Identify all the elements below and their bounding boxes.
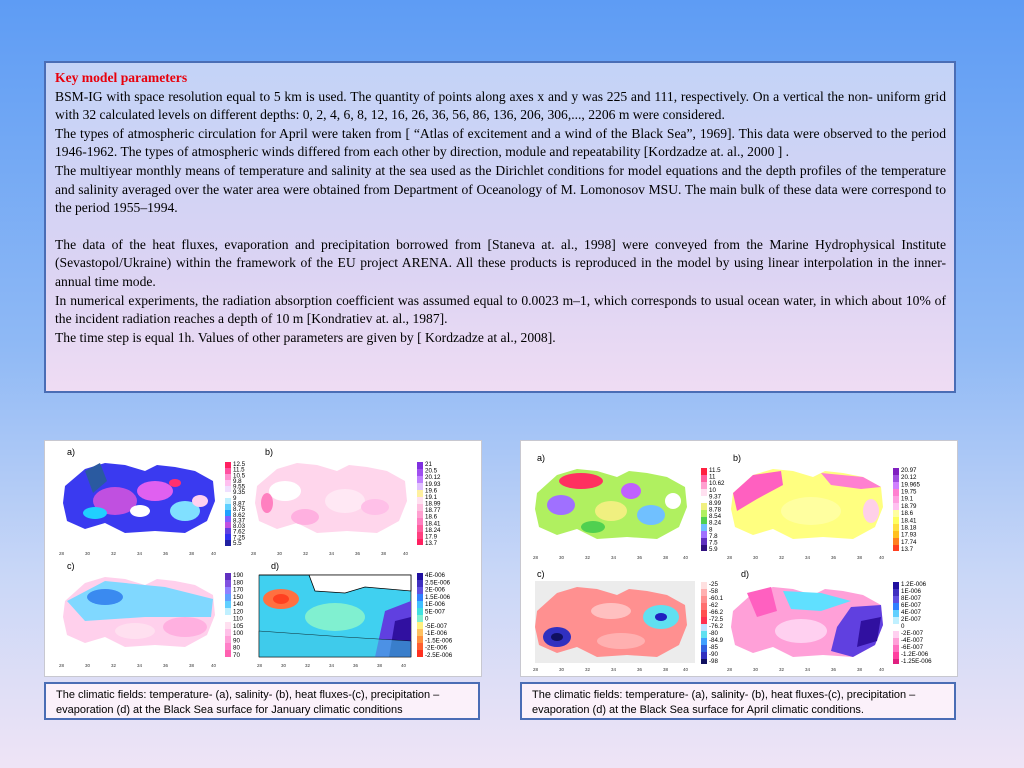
svg-text:36: 36 [831, 667, 837, 672]
panel-d-colorbar [417, 573, 423, 657]
section-title: Key model parameters [55, 70, 188, 85]
panel-c-heat-flux [59, 561, 244, 668]
svg-text:40: 40 [403, 551, 409, 556]
svg-text:32: 32 [779, 555, 785, 560]
colorbar-tick-label: -90 [709, 651, 718, 658]
svg-text:30: 30 [753, 555, 759, 560]
colorbar-tick-label: 20.97 [901, 467, 917, 474]
colorbar-tick-label: 2E-006 [425, 586, 445, 594]
colorbar-tick-label: 19.93 [425, 480, 441, 488]
colorbar-tick-label: -4E-007 [901, 637, 924, 644]
colorbar-tick-label: 80 [233, 644, 240, 652]
colorbar-tick-label: 9 [233, 494, 237, 502]
colorbar-tick-label: -85 [709, 644, 718, 651]
colorbar-tick-label: 21 [425, 461, 432, 468]
colorbar-tick-label: 18.24 [425, 526, 441, 534]
svg-text:30: 30 [559, 667, 565, 672]
colorbar-tick-label: -1.2E-006 [901, 651, 929, 658]
april-figure [520, 440, 958, 677]
colorbar-tick-label: 6E-007 [901, 602, 921, 609]
colorbar-tick-label: 20.12 [901, 474, 917, 482]
colorbar-tick-label: 5E-007 [425, 608, 445, 616]
panel-b-label: b) [733, 453, 742, 463]
svg-text:30: 30 [559, 555, 565, 560]
colorbar-tick-label: -5E-007 [425, 622, 448, 630]
svg-text:34: 34 [611, 667, 617, 672]
colorbar-tick-label: 10.5 [233, 472, 246, 480]
colorbar-tick-label: 9.37 [709, 493, 722, 501]
colorbar-tick-label: 7.8 [709, 532, 718, 540]
colorbar-tick-label: 18.99 [425, 500, 441, 508]
svg-text:40: 40 [683, 555, 689, 560]
april-map-panels [521, 441, 957, 676]
colorbar-tick-label: 100 [233, 630, 244, 638]
paragraph-resolution: BSM-IG with space resolution equal to 5 km is used. The quantity of points along axes x and y was 225 and 111, respectively. On a vertical the non- uniform grid with 32 calculated levels on different depths: 0, 2, 4, 6, 8, 12, 16, 26, 36, 56, 86, 136, 206, 306,..., 2206 m were considered. [55, 88, 946, 123]
svg-text:38: 38 [189, 551, 195, 556]
colorbar-tick-label: 17.74 [901, 538, 917, 546]
colorbar-tick-label: 0 [425, 615, 429, 623]
colorbar-tick-label: 8 [709, 526, 713, 534]
svg-text:30: 30 [85, 551, 91, 556]
panel-b-colorbar [893, 468, 899, 551]
colorbar-tick-label: 1E-006 [425, 601, 445, 609]
paragraph-time-step: The time step is equal 1h. Values of other parameters are given by [ Kordzadze at al., 2008]. [55, 329, 556, 345]
svg-text:28: 28 [533, 667, 539, 672]
svg-text:38: 38 [189, 663, 195, 668]
panel-c-colorbar [701, 582, 707, 664]
panel-b-salinity [727, 453, 920, 560]
svg-text:34: 34 [137, 663, 143, 668]
january-caption: The climatic fields: temperature- (a), salinity- (b), heat fluxes-(c), precipitation – evaporation (d) at the Black Sea surface for January climatic conditions [44, 682, 480, 720]
colorbar-tick-label: 8.54 [709, 513, 722, 521]
panel-d-precipitation [727, 569, 932, 672]
colorbar-tick-label: 18.6 [901, 510, 914, 518]
svg-text:34: 34 [805, 667, 811, 672]
colorbar-tick-label: -66.2 [709, 609, 724, 616]
svg-text:40: 40 [879, 555, 885, 560]
january-map-panels [45, 441, 481, 676]
svg-text:32: 32 [585, 555, 591, 560]
svg-text:38: 38 [381, 551, 387, 556]
colorbar-tick-label: 8.62 [233, 511, 246, 519]
colorbar-tick-label: 110 [233, 615, 243, 623]
svg-text:40: 40 [211, 663, 217, 668]
colorbar-tick-label: -2E-007 [901, 630, 924, 637]
colorbar-tick-label: 13.7 [425, 540, 438, 547]
svg-text:36: 36 [637, 667, 643, 672]
colorbar-tick-label: 17.93 [901, 531, 917, 539]
colorbar-tick-label: -76.2 [709, 623, 724, 630]
panel-c-colorbar [225, 573, 231, 657]
colorbar-tick-label: 7.5 [709, 539, 718, 547]
colorbar-tick-label: 1.2E-006 [901, 581, 927, 588]
colorbar-tick-label: 90 [233, 637, 240, 645]
colorbar-tick-label: 10.62 [709, 480, 725, 488]
svg-text:38: 38 [663, 667, 669, 672]
panel-d-label: d) [741, 569, 750, 579]
panel-d-precipitation [257, 561, 453, 668]
colorbar-tick-label: 10 [709, 486, 716, 494]
colorbar-tick-label: 0 [901, 623, 905, 630]
panel-c-heat-flux [533, 569, 724, 672]
colorbar-tick-label: 120 [233, 608, 244, 616]
colorbar-tick-label: 5.9 [709, 546, 718, 553]
colorbar-tick-label: 19.75 [901, 488, 917, 496]
panel-c-label: c) [67, 561, 75, 571]
svg-text:40: 40 [879, 667, 885, 672]
paragraph-heat-fluxes: The data of the heat fluxes, evaporation and precipitation borrowed from [Staneva at. al., 1998] were conveyed from the Marine Hydrophysical Institute (Sevastopol/Ukraine) within the framework of the EU project ARENA. All these products is reproduced in the model by using linear interpolation in the inner-annual time mode. [55, 236, 946, 289]
paragraph-atmospheric: The types of atmospheric circulation for April were taken from [ “Atlas of excitement and a wind of the Black Sea”, 1969]. This data were observed to the period 1946-1962. The types of atmospheric winds differed from each other by direction, module and repeatability [Kordzadze at. al., 2000 ] . [55, 125, 946, 160]
svg-text:30: 30 [753, 667, 759, 672]
panel-c-label: c) [537, 569, 545, 579]
colorbar-tick-label: 8.87 [233, 500, 246, 508]
svg-text:34: 34 [137, 551, 143, 556]
colorbar-tick-label: 8.03 [233, 523, 246, 531]
colorbar-tick-label: 180 [233, 579, 244, 587]
panel-a-colorbar [225, 462, 231, 546]
panel-a-temperature [59, 447, 246, 556]
svg-text:30: 30 [281, 663, 287, 668]
panel-b-label: b) [265, 447, 274, 457]
svg-text:34: 34 [611, 555, 617, 560]
colorbar-tick-label: -25 [709, 581, 718, 588]
paragraph-temperature-salinity: The multiyear monthly means of temperature and salinity at the sea used as the Dirichlet conditions for model equations and the depth profiles of the temperature and salinity averaged over the water area were obtained from Department of Oceanology of M. Lomonosov MSU. The main bulk of these data were correspond to the period 1955–1994. [55, 162, 946, 216]
colorbar-tick-label: -1.5E-006 [425, 637, 453, 645]
svg-text:28: 28 [59, 663, 65, 668]
colorbar-tick-label: 18.41 [425, 520, 441, 528]
colorbar-tick-label: 1E-006 [901, 588, 921, 595]
svg-text:36: 36 [831, 555, 837, 560]
colorbar-tick-label: 9.55 [233, 483, 246, 491]
colorbar-tick-label: 19.6 [425, 487, 438, 495]
colorbar-tick-label: 17.9 [425, 533, 438, 541]
colorbar-tick-label: 18.79 [901, 502, 917, 510]
colorbar-tick-label: -6E-007 [901, 644, 924, 651]
panel-b-salinity [251, 447, 441, 556]
colorbar-tick-label: -58 [709, 588, 718, 595]
svg-text:28: 28 [251, 551, 257, 556]
svg-text:38: 38 [857, 555, 863, 560]
colorbar-tick-label: 170 [233, 586, 244, 594]
svg-text:34: 34 [329, 663, 335, 668]
paragraph-radiation: In numerical experiments, the radiation absorption coefficient was assumed equal to 0.0023 m–1, which corresponds to usual ocean water, in which about 10% of the incident radiation reaches a depth of 10 m [Kondratiev at. al., 1987]. [55, 292, 946, 327]
svg-text:36: 36 [355, 551, 361, 556]
colorbar-tick-label: 18.6 [425, 513, 438, 521]
colorbar-tick-label: 8E-007 [901, 595, 921, 602]
colorbar-tick-label: 8.24 [709, 519, 722, 527]
colorbar-tick-label: 4E-006 [425, 572, 445, 579]
colorbar-tick-label: -80 [709, 630, 718, 637]
panel-d-label: d) [271, 561, 280, 571]
colorbar-tick-label: -1E-006 [425, 630, 448, 638]
colorbar-tick-label: -72.5 [709, 616, 724, 623]
svg-text:40: 40 [211, 551, 217, 556]
colorbar-tick-label: 8.37 [233, 517, 246, 525]
colorbar-tick-label: -84.9 [709, 637, 724, 644]
colorbar-tick-label: 12.5 [233, 461, 246, 468]
colorbar-tick-label: 20.5 [425, 467, 438, 475]
colorbar-tick-label: 11.5 [709, 467, 721, 474]
svg-text:36: 36 [637, 555, 643, 560]
svg-text:32: 32 [111, 663, 117, 668]
colorbar-tick-label: -2.5E-006 [425, 652, 453, 659]
panel-a-colorbar [701, 468, 707, 551]
colorbar-tick-label: 7.62 [233, 528, 246, 536]
svg-text:30: 30 [85, 663, 91, 668]
april-caption: The climatic fields: temperature- (a), salinity- (b), heat fluxes-(c), precipitation – evaporation (d) at the Black Sea surface for April climatic conditions. [520, 682, 956, 720]
svg-text:32: 32 [303, 551, 309, 556]
panel-b-colorbar [417, 462, 423, 545]
svg-text:36: 36 [163, 551, 169, 556]
colorbar-tick-label: 19.1 [425, 493, 438, 501]
colorbar-tick-label: 4E-007 [901, 609, 921, 616]
svg-text:28: 28 [727, 555, 733, 560]
colorbar-tick-label: 1.5E-006 [425, 593, 451, 601]
colorbar-tick-label: -1.25E-006 [901, 658, 932, 665]
colorbar-tick-label: 8.99 [709, 499, 722, 507]
svg-text:32: 32 [779, 667, 785, 672]
colorbar-tick-label: 5.5 [233, 540, 242, 547]
colorbar-tick-label: 18.41 [901, 517, 917, 525]
svg-text:40: 40 [683, 667, 689, 672]
panel-d-colorbar [893, 582, 899, 664]
colorbar-tick-label: -98 [709, 658, 718, 665]
colorbar-tick-label: 20.12 [425, 474, 441, 482]
panel-a-temperature [533, 453, 725, 560]
colorbar-tick-label: 8.78 [709, 506, 722, 514]
key-parameters-box [44, 61, 956, 393]
svg-text:32: 32 [305, 663, 311, 668]
colorbar-tick-label: 11 [709, 473, 716, 481]
colorbar-tick-label: 19.1 [901, 495, 914, 503]
colorbar-tick-label: 105 [233, 622, 244, 630]
colorbar-tick-label: -62 [709, 602, 718, 609]
colorbar-tick-label: -60.1 [709, 595, 724, 602]
colorbar-tick-label: 150 [233, 593, 244, 601]
svg-text:36: 36 [353, 663, 359, 668]
colorbar-tick-label: 13.7 [901, 546, 914, 553]
colorbar-tick-label: 18.77 [425, 507, 441, 515]
svg-text:28: 28 [533, 555, 539, 560]
january-figure [44, 440, 482, 677]
colorbar-tick-label: 70 [233, 652, 240, 659]
colorbar-tick-label: 140 [233, 601, 244, 609]
colorbar-tick-label: 19.965 [901, 481, 920, 489]
colorbar-tick-label: 8.75 [233, 506, 246, 514]
svg-text:36: 36 [163, 663, 169, 668]
colorbar-tick-label: -2E-006 [425, 644, 448, 652]
colorbar-tick-label: 18.18 [901, 524, 917, 532]
colorbar-tick-label: 9.8 [233, 477, 242, 485]
svg-text:38: 38 [857, 667, 863, 672]
svg-text:28: 28 [257, 663, 263, 668]
panel-a-label: a) [67, 447, 76, 457]
colorbar-tick-label: 7.25 [233, 534, 246, 542]
svg-text:38: 38 [663, 555, 669, 560]
svg-text:38: 38 [377, 663, 383, 668]
svg-text:34: 34 [805, 555, 811, 560]
colorbar-tick-label: 2E-007 [901, 616, 921, 623]
colorbar-tick-label: 190 [233, 572, 244, 579]
colorbar-tick-label: 9.35 [233, 489, 246, 497]
svg-text:28: 28 [59, 551, 65, 556]
colorbar-tick-label: 11.5 [233, 466, 245, 474]
colorbar-tick-label: 2.5E-006 [425, 579, 451, 587]
svg-text:40: 40 [401, 663, 407, 668]
svg-text:32: 32 [111, 551, 117, 556]
svg-text:32: 32 [585, 667, 591, 672]
panel-a-label: a) [537, 453, 546, 463]
svg-text:34: 34 [329, 551, 335, 556]
svg-text:28: 28 [727, 667, 733, 672]
svg-text:30: 30 [277, 551, 283, 556]
